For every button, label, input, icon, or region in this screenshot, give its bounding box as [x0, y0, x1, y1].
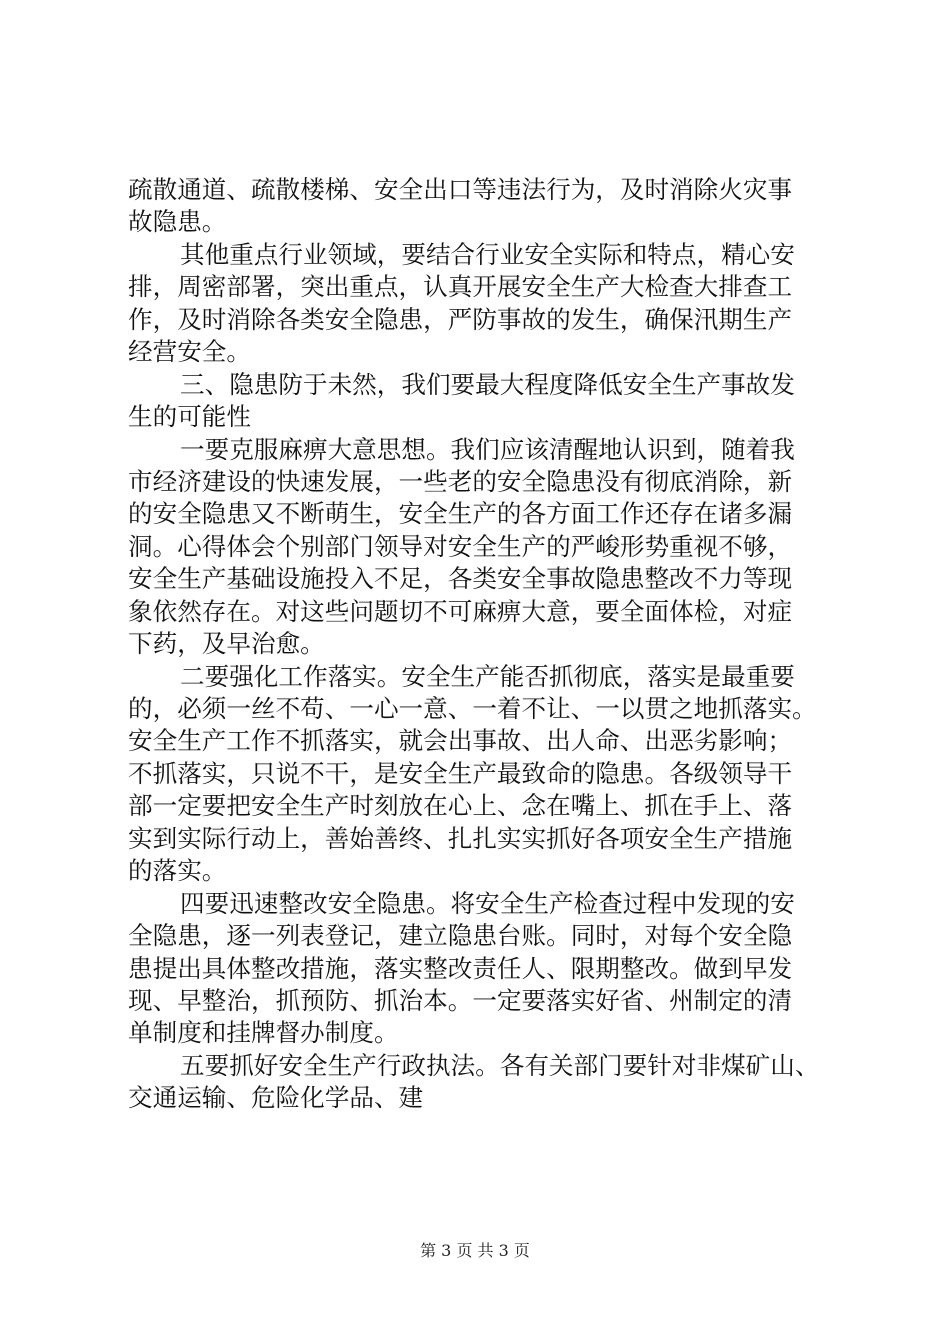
text-line: 实到实际行动上，善始善终、扎扎实实抓好各项安全生产措施: [128, 823, 793, 853]
text-line: 单制度和挂牌督办制度。: [128, 1018, 399, 1048]
text-line: 生的可能性: [128, 402, 251, 432]
text-line: 经营安全。: [128, 337, 251, 367]
text-line: 现、早整治，抓预防、抓治本。一定要落实好省、州制定的清: [128, 985, 793, 1015]
text-line: 下药，及早治愈。: [128, 629, 325, 659]
text-line: 象依然存在。对这些问题切不可麻痹大意，要全面体检，对症: [128, 596, 793, 626]
text-line: 的，必须一丝不苟、一心一意、一着不让、一以贯之地抓落实。: [128, 694, 817, 723]
text-line: 安全生产工作不抓落实，就会出事故、出人命、出恶劣影响；: [128, 726, 793, 756]
text-line: 三、隐患防于未然，我们要最大程度降低安全生产事故发: [180, 369, 795, 399]
text-line: 排，周密部署，突出重点，认真开展安全生产大检查大排查工: [128, 272, 793, 302]
text-line: 洞。心得体会个别部门领导对安全生产的严峻形势重视不够，: [128, 531, 793, 561]
text-line: 一要克服麻痹大意思想。我们应该清醒地认识到，随着我: [180, 434, 795, 464]
text-line: 不抓落实，只说不干，是安全生产最致命的隐患。各级领导干: [128, 758, 793, 788]
text-line: 的安全隐患又不断萌生，安全生产的各方面工作还存在诸多漏: [128, 499, 793, 529]
page-footer: 第 3 页 共 3 页: [420, 1241, 530, 1260]
text-line: 故隐患。: [128, 207, 227, 237]
text-line: 其他重点行业领域，要结合行业安全实际和特点，精心安: [180, 239, 795, 269]
text-line: 的落实。: [128, 856, 227, 886]
text-line: 交通运输、危险化学品、建: [128, 1083, 424, 1113]
text-line: 全隐患，逐一列表登记，建立隐患台账。同时，对每个安全隐: [128, 921, 793, 951]
text-line: 安全生产基础设施投入不足，各类安全事故隐患整改不力等现: [128, 564, 793, 594]
text-line: 四要迅速整改安全隐患。将安全生产检查过程中发现的安: [180, 888, 795, 918]
text-line: 疏散通道、疏散楼梯、安全出口等违法行为，及时消除火灾事: [128, 175, 793, 204]
text-line: 作，及时消除各类安全隐患，严防事故的发生，确保汛期生产: [128, 304, 793, 334]
body-text: [128, 174, 844, 1115]
text-line: 五要抓好安全生产行政执法。各有关部门要针对非煤矿山、: [180, 1050, 820, 1080]
text-line: 患提出具体整改措施，落实整改责任人、限期整改。做到早发: [128, 953, 793, 983]
text-line: 二要强化工作落实。安全生产能否抓彻底，落实是最重要: [180, 661, 795, 691]
text-line: 市经济建设的快速发展，一些老的安全隐患没有彻底消除，新: [128, 466, 793, 496]
text-line: 部一定要把安全生产时刻放在心上、念在嘴上、抓在手上、落: [128, 791, 793, 821]
